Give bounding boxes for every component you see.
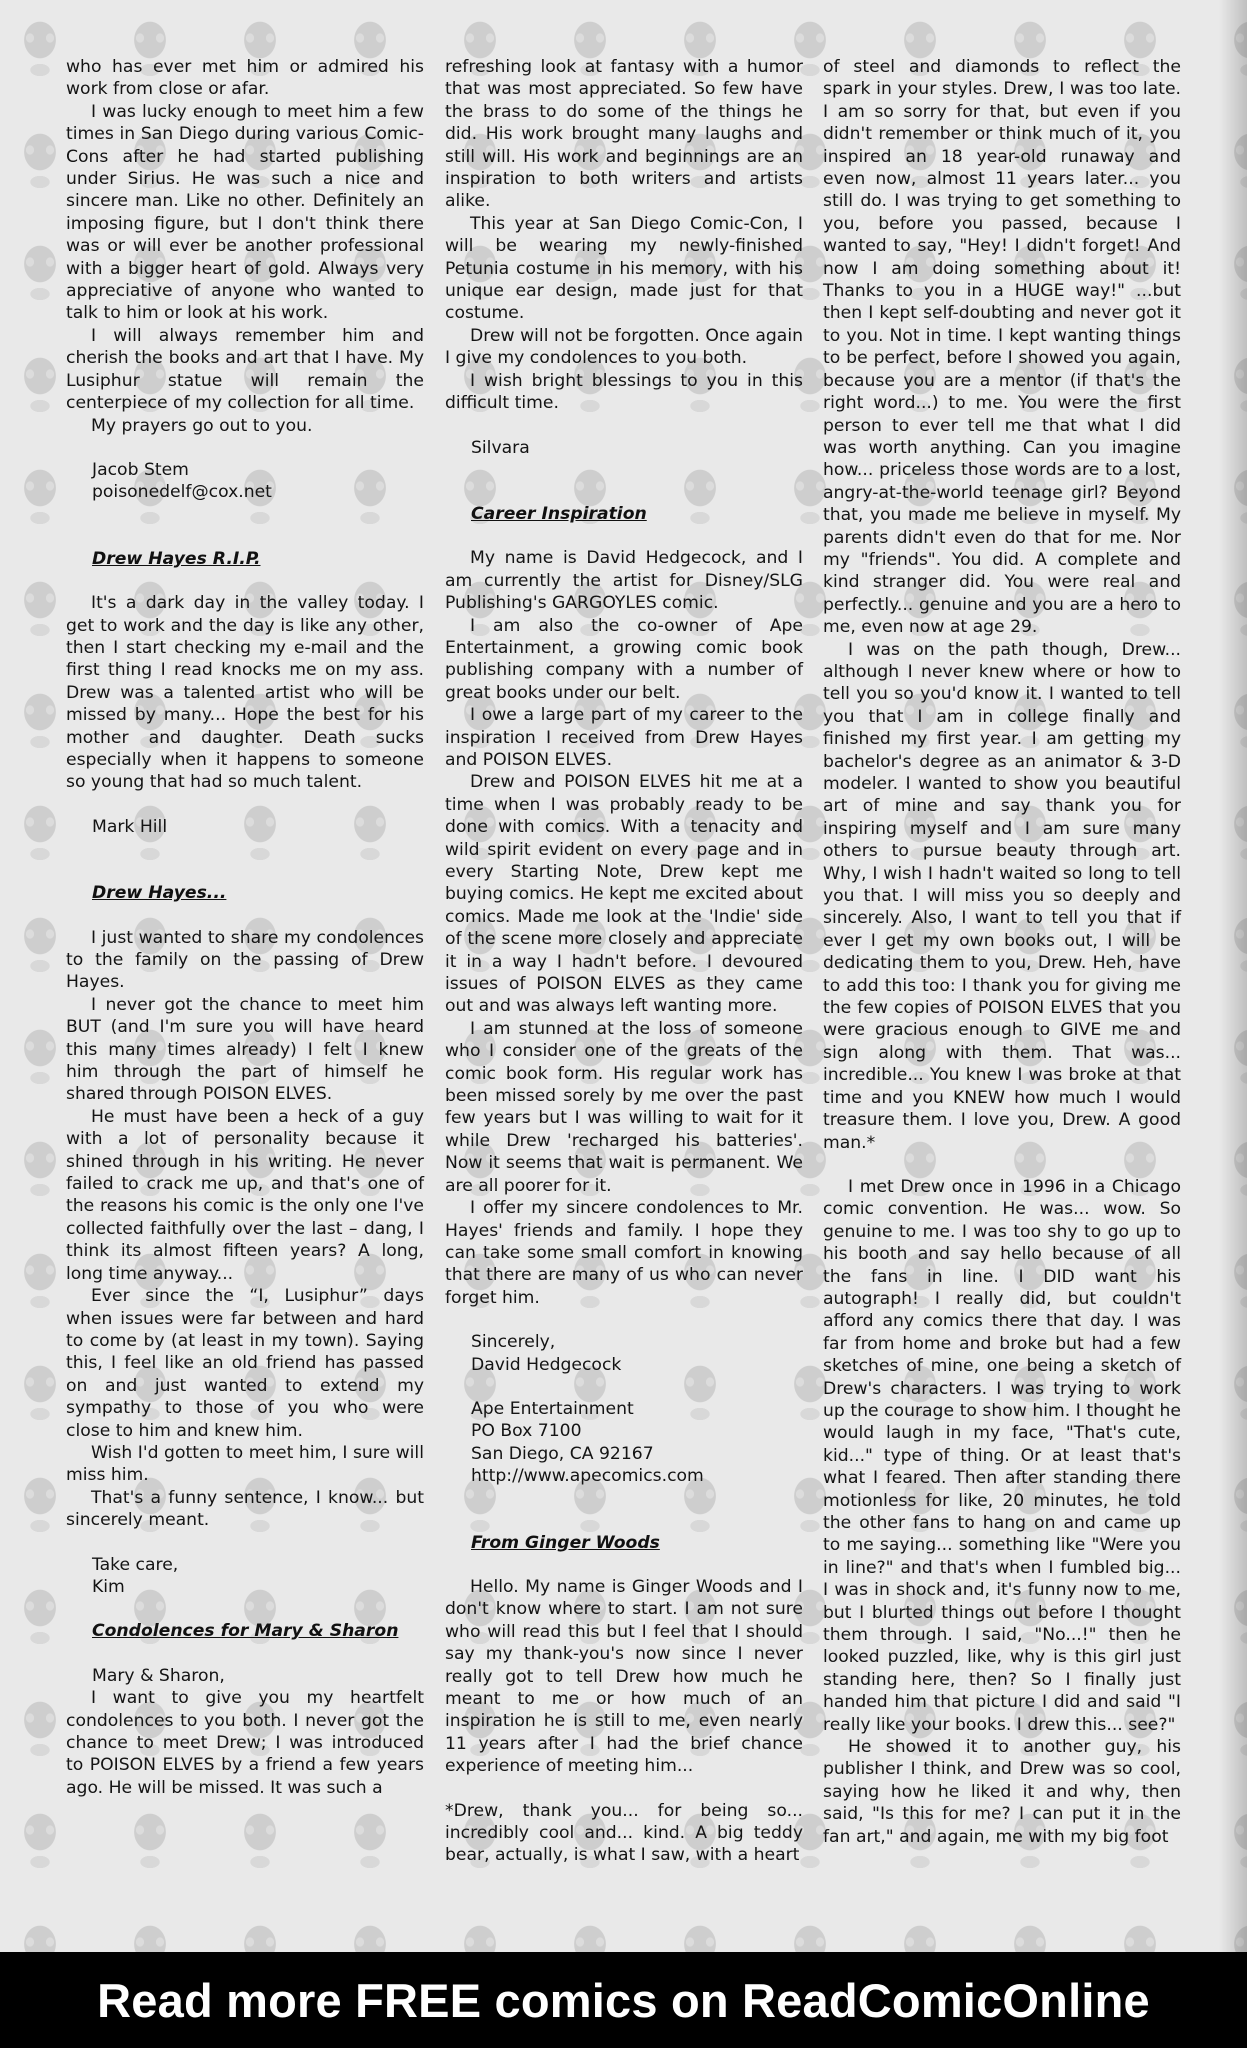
letter-signature-line: Take care,: [92, 1554, 179, 1575]
letter-paragraph: Drew and POISON ELVES hit me at a time when I was probably ready to be done with comics. With a tenacity and wild spirit evident on every page and in every Starting Note, Drew kept me buying comics. He kept me excited about comics. Made me look at the 'Indie' side of the scene more closely and appreciate it in a way I hadn't before. I devoured issues of POISON ELVES as they came out and was always left wanting more.: [445, 772, 803, 1017]
letter-heading: Drew Hayes...: [92, 883, 227, 904]
letter-heading: Condolences for Mary & Sharon: [92, 1621, 399, 1642]
spacer: [445, 1778, 803, 1800]
letter-paragraph-continued: *Drew, thank you... for being so... incredibly cool and... kind. A big teddy bear, actually, is what I saw, with a heart: [445, 1800, 803, 1866]
spacer: [445, 459, 803, 503]
letter-paragraph-continued: refreshing look at fantasy with a humor that was most appreciated. So few have the brass to do some of the things he did. His work brought many laughs and still will. His work and beginnings are an inspiration to both writers and artists alike.: [445, 57, 803, 212]
spacer: [66, 905, 424, 927]
spacer: [66, 1643, 424, 1665]
letter-heading: Career Inspiration: [471, 503, 647, 524]
letter-paragraph: My prayers go out to you.: [91, 415, 313, 436]
letter-signature-line: David Hedgecock: [471, 1354, 622, 1375]
spacer: [66, 437, 424, 459]
letter-paragraph: Wish I'd gotten to meet him, I sure will miss him.: [66, 1442, 424, 1486]
spacer: [66, 504, 424, 548]
spacer: [445, 525, 803, 547]
letter-paragraph: I will always remember him and cherish the books and art that I have. My Lusiphur statue will remain the centerpiece of my collection for all time.: [66, 325, 424, 414]
letter-paragraph: I never got the chance to meet him BUT (and I'm sure you will have heard this many times already) I felt I knew him through the part of himself he shared through POISON ELVES.: [66, 994, 424, 1105]
letter-paragraph: It's a dark day in the valley today. I get to work and the day is like any other, then I start checking my e-mail and the first thing I read knocks me on my ass. Drew was a talented artist who will be missed by many... Hope the best for his mother and daughter. Death sucks especially when it happens to someone so young that had so much talent.: [66, 593, 424, 793]
letter-paragraph: Hello. My name is Ginger Woods and I don't know where to start. I am not sure who will read this but I feel that I should say my thank-you's now since I never really got to tell Drew how much he meant to me or how much of an inspiration he is still to me, even nearly 11 years after I had the brief chance experience of meeting him...: [445, 1576, 803, 1777]
letter-signature-line: Ape Entertainment: [471, 1398, 634, 1419]
letter-signature-line: http://www.apecomics.com: [471, 1466, 704, 1487]
spacer: [66, 1532, 424, 1554]
letter-signature-line: PO Box 7100: [471, 1421, 582, 1442]
promo-banner-text: Read more FREE comics on ReadComicOnline: [97, 1973, 1150, 2027]
letter-paragraph: I want to give you my heartfelt condolences to you both. I never got the chance to meet Drew; I was introduced to POISON ELVES by a friend a few years ago. He will be missed. It was such a: [66, 1688, 424, 1798]
spacer: [66, 838, 424, 882]
letter-signature-line: Mark Hill: [92, 816, 168, 837]
spacer: [445, 415, 803, 437]
letter-signature-line: poisonedelf@cox.net: [92, 482, 272, 503]
letter-paragraph-continued: of steel and diamonds to reflect the spark in your styles. Drew, I was too late. I am so sorry for that, but even if you didn't remember or think much of it, you inspired an 18 year-old runaway and even now, almost 11 years later... you still do. I was trying to get something to you, before you passed, because I wanted to say, "Hey! I didn't forget! And now I am doing something about it! Thanks to you in a HUGE way!" ...but then I kept self-doubting and never got it to you. Not in time. I kept wanting things to be perfect, before I showed you again, because you are a mentor (if that's the right word...) to me. You were the first person to ever tell me that what I did was worth anything. Can you imagine how... priceless those words are to a lost, angry-at-the-world teenage girl? Beyond that, you made me believe in myself. My parents didn't even do that for me. Nor my "friends". You did. A complete and kind stranger did. You were real and perfectly... genuine and you are a hero to me, even now at age 29.: [823, 57, 1181, 638]
letter-signature-line: Sincerely,: [471, 1332, 556, 1353]
letter-paragraph: I owe a large part of my career to the inspiration I received from Drew Hayes and POISON ELVES.: [445, 705, 803, 770]
spacer: [66, 1598, 424, 1620]
letter-paragraph-continued: who has ever met him or admired his work from close or afar.: [66, 57, 424, 100]
letters-column-3: [823, 56, 1181, 1848]
letter-paragraph: He must have been a heck of a guy with a lot of personality because it shined through in his writing. He never failed to crack me up, and that's one of the reasons his comic is the only one I've collected faithfully over the last – dang, I think its almost fifteen years? A long, long time anyway...: [66, 1106, 424, 1284]
letter-signature-line: San Diego, CA 92167: [471, 1443, 654, 1464]
spacer: [445, 1554, 803, 1576]
letters-column-1: [66, 56, 424, 1799]
letter-paragraph: Ever since the “I, Lusiphur” days when issues were far between and hard to come by (at least in my town). Saying this, I feel like an old friend has passed on and just wanted to extend my sympathy to those of you who were close to him and knew him.: [66, 1286, 424, 1441]
spacer: [445, 1488, 803, 1532]
letter-paragraph: I met Drew once in 1996 in a Chicago comic convention. He was... wow. So genuine to me. I was too shy to go up to his booth and say hello because of all the fans in line. I DID want his autograph! I really did, but couldn't afford any comics there that day. I was far from home and broke but had a few sketches of mine, one being a sketch of Drew's characters. I was trying to work up the courage to show him. I thought he would laugh in my face, "That's cute, kid..." type of thing. Or at least that's what I feared. Then after standing there motionless for like, 20 minutes, he told the other fans to hang on and came up to me saying... something like "Were you in line?" and that's when I fumbled big... I was in shock and, it's funny now to me, but I blurted things out before I thought them through. I said, "No...!" then he looked puzzled, like, why is this girl just standing here, then? So I finally just handed him that picture I did and said "I really like your books. I drew this... see?": [823, 1176, 1181, 1735]
letter-paragraph: I am also the co-owner of Ape Entertainment, a growing comic book publishing company with a number of great books under our belt.: [445, 615, 803, 703]
letter-paragraph: I am stunned at the loss of someone who I consider one of the greats of the comic book form. His regular work has been missed sorely by me over the past few years but I was willing to wait for it while Drew 'recharged his batteries'. Now it seems that wait is permanent. We are all poorer for it.: [445, 1018, 803, 1196]
letter-signature-line: Silvara: [471, 437, 530, 458]
spacer: [823, 1154, 1181, 1176]
letter-signature-line: Jacob Stem: [92, 459, 189, 480]
letter-paragraph: I offer my sincere condolences to Mr. Hayes' friends and family. I hope they can take some small comfort in knowing that there are many of us who can never forget him.: [445, 1198, 803, 1308]
letters-column-2: [445, 56, 803, 1867]
letter-paragraph: That's a funny sentence, I know... but sincerely meant.: [66, 1487, 424, 1531]
letter-paragraph: I wish bright blessings to you in this difficult time.: [445, 370, 803, 414]
promo-banner[interactable]: [0, 1952, 1247, 2048]
spacer: [445, 1376, 803, 1398]
letter-heading: From Ginger Woods: [471, 1532, 660, 1553]
letter-paragraph: He showed it to another guy, his publisher I think, and Drew was so cool, saying how he liked it and why, then said, "Is this for me? I can put it in the fan art," and again, me with my big foot: [823, 1737, 1181, 1847]
letter-paragraph: My name is David Hedgecock, and I am currently the artist for Disney/SLG Publishing's GARGOYLES comic.: [445, 548, 803, 614]
letter-signature-line: Kim: [92, 1576, 125, 1597]
spacer: [66, 794, 424, 816]
spacer: [445, 1309, 803, 1331]
letter-paragraph: This year at San Diego Comic-Con, I will be wearing my newly-finished Petunia costume in his memory, with his unique ear design, made just for that costume.: [445, 213, 803, 324]
letter-signature-line: Mary & Sharon,: [92, 1665, 225, 1686]
letter-paragraph: I was on the path though, Drew... although I never knew where or how to tell you so you'd know it. I wanted to tell you that I am in college finally and finished my first year. I am getting my bachelor's degree as an animator & 3-D modeler. I wanted to show you beautiful art of mine and say thank you for inspiring myself and I am sure many others to pursue beauty through art. Why, I wish I hadn't waited so long to tell you that. I will miss you so deeply and sincerely. Also, I want to tell you that if ever I get my own books out, I will be dedicating them to you, Drew. Heh, have to add this too: I thank you for giving me the few copies of POISON ELVES that you were gracious enough to GIVE me and sign along with them. That was... incredible... You knew I was broke at that time and you KNEW how much I would treasure them. I love you, Drew. A good man.*: [823, 639, 1181, 1153]
spacer: [66, 570, 424, 592]
letter-paragraph: I was lucky enough to meet him a few times in San Diego during various Comic-Cons after he had started publishing under Sirius. He was such a nice and sincere man. Like no other. Definitely an imposing figure, but I don't think there was or will ever be another professional with a bigger heart of gold. Always very appreciative of anyone who wanted to talk to him or look at his work.: [66, 101, 424, 324]
letter-paragraph: I just wanted to share my condolences to the family on the passing of Drew Hayes.: [66, 927, 424, 993]
letter-paragraph: Drew will not be forgotten. Once again I give my condolences to you both.: [445, 325, 803, 369]
letter-heading: Drew Hayes R.I.P.: [92, 548, 261, 569]
